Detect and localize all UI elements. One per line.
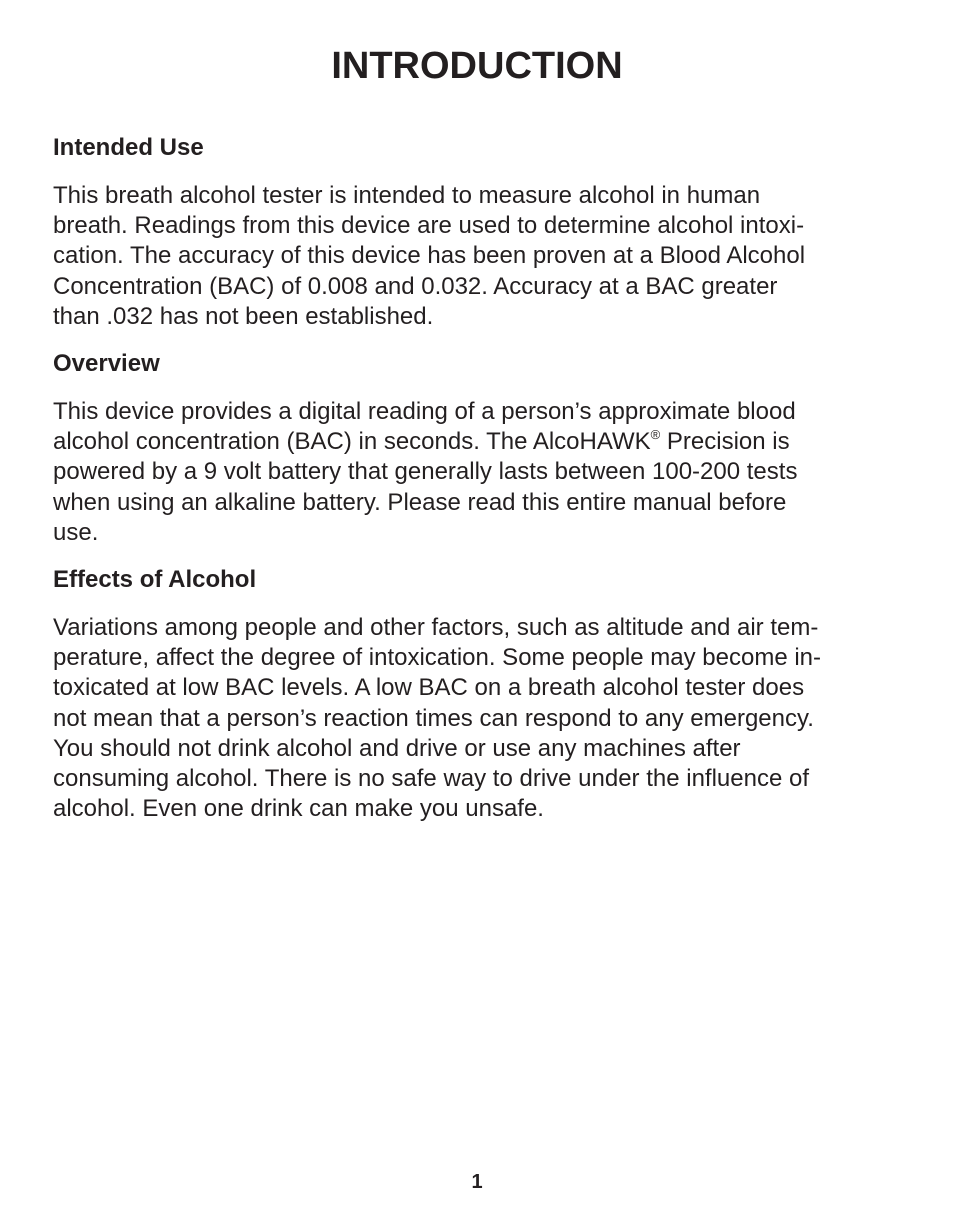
text-line: breath. Readings from this device are used to determine alcohol intoxi- bbox=[53, 212, 805, 240]
text-line: Concentration (BAC) of 0.008 and 0.032. Accuracy at a BAC greater bbox=[53, 272, 778, 300]
paragraph-effects-of-alcohol bbox=[53, 613, 913, 824]
text-line: powered by a 9 volt battery that generally lasts between 100-200 tests bbox=[53, 458, 798, 486]
text-line: use. bbox=[53, 518, 99, 546]
text-line: toxicated at low BAC levels. A low BAC on a breath alcohol tester does bbox=[53, 674, 805, 702]
paragraph-intended-use bbox=[53, 181, 913, 332]
page-title: INTRODUCTION bbox=[331, 45, 623, 87]
heading-effects-of-alcohol: Effects of Alcohol bbox=[53, 566, 257, 593]
text-line bbox=[53, 427, 913, 457]
text-line: than .032 has not been established. bbox=[53, 302, 434, 330]
text-line: consuming alcohol. There is no safe way to drive under the influence of bbox=[53, 765, 809, 793]
page-number: 1 bbox=[471, 1171, 483, 1193]
paragraph-overview bbox=[53, 397, 913, 548]
text-line: when using an alkaline battery. Please read this entire manual before bbox=[53, 488, 787, 516]
text-line: perature, affect the degree of intoxication. Some people may become in- bbox=[53, 644, 822, 672]
text-line: not mean that a person’s reaction times can respond to any emergency. bbox=[53, 704, 814, 732]
text-line: cation. The accuracy of this device has been proven at a Blood Alcohol bbox=[53, 242, 806, 270]
text-line: You should not drink alcohol and drive or use any machines after bbox=[53, 734, 741, 762]
text-line: This breath alcohol tester is intended to measure alcohol in human bbox=[53, 182, 761, 209]
text-line: This device provides a digital reading of a person’s approximate blood bbox=[53, 398, 796, 425]
text-segment: alcohol concentration (BAC) in seconds. The AlcoHAWK bbox=[53, 428, 651, 456]
text-segment: Precision is bbox=[660, 428, 790, 456]
heading-overview: Overview bbox=[53, 350, 160, 377]
heading-intended-use: Intended Use bbox=[53, 134, 204, 161]
text-line: alcohol. Even one drink can make you unsafe. bbox=[53, 795, 544, 823]
text-line: Variations among people and other factors, such as altitude and air tem- bbox=[53, 614, 819, 641]
registered-trademark-mark: ® bbox=[650, 427, 661, 443]
